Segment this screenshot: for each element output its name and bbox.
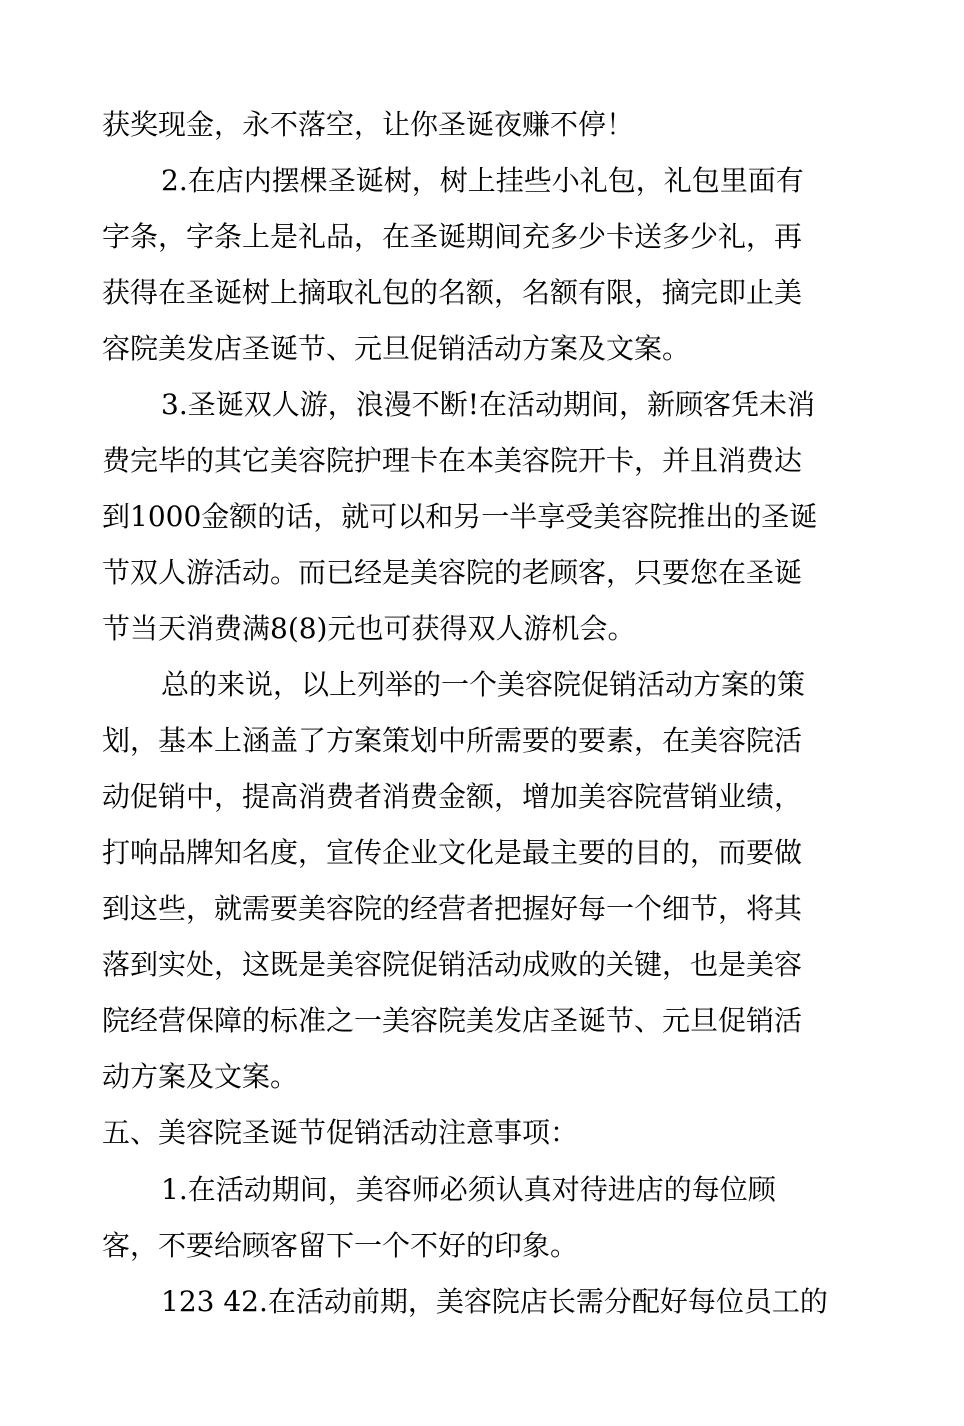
text-line: 动促销中，提高消费者消费金额，增加美容院营销业绩， (102, 780, 803, 813)
text-line: 3.圣诞双人游，浪漫不断!在活动期间，新顾客凭未消 (161, 388, 815, 421)
text-line: 节当天消费满8(8)元也可获得双人游机会。 (102, 612, 636, 645)
text-line: 院经营保障的标准之一美容院美发店圣诞节、元旦促销活 (102, 1004, 803, 1037)
text-line: 客，不要给顾客留下一个不好的印象。 (102, 1229, 579, 1262)
text-line: 落到实处，这既是美容院促销活动成败的关键，也是美容 (102, 948, 803, 981)
text-line: 获奖现金，永不落空，让你圣诞夜赚不停！ (102, 108, 635, 141)
text-line: 划，基本上涵盖了方案策划中所需要的要素，在美容院活 (102, 724, 803, 757)
text-line: 费完毕的其它美容院护理卡在本美容院开卡，并且消费达 (102, 444, 803, 477)
text-line: 容院美发店圣诞节、元旦促销活动方案及文案。 (102, 332, 691, 365)
text-line: 1.在活动期间，美容师必须认真对待进店的每位顾 (161, 1173, 776, 1206)
text-line: 打响品牌知名度，宣传企业文化是最主要的目的，而要做 (102, 836, 803, 869)
text-line: 动方案及文案。 (102, 1060, 299, 1093)
text-line: 字条，字条上是礼品，在圣诞期间充多少卡送多少礼，再 (102, 220, 803, 253)
text-line: 2.在店内摆棵圣诞树，树上挂些小礼包，礼包里面有 (161, 164, 804, 197)
text-line: 获得在圣诞树上摘取礼包的名额，名额有限，摘完即止美 (102, 276, 803, 309)
text-line: 到这些，就需要美容院的经营者把握好每一个细节，将其 (102, 892, 803, 925)
text-line: 123 42.在活动前期，美容院店长需分配好每位员工的 (161, 1285, 828, 1318)
text-line: 节双人游活动。而已经是美容院的老顾客，只要您在圣诞 (102, 556, 803, 589)
section-heading: 五、美容院圣诞节促销活动注意事项： (102, 1116, 579, 1149)
text-line: 总的来说，以上列举的一个美容院促销活动方案的策 (161, 668, 806, 701)
text-line: 到1000金额的话，就可以和另一半享受美容院推出的圣诞 (102, 500, 818, 533)
